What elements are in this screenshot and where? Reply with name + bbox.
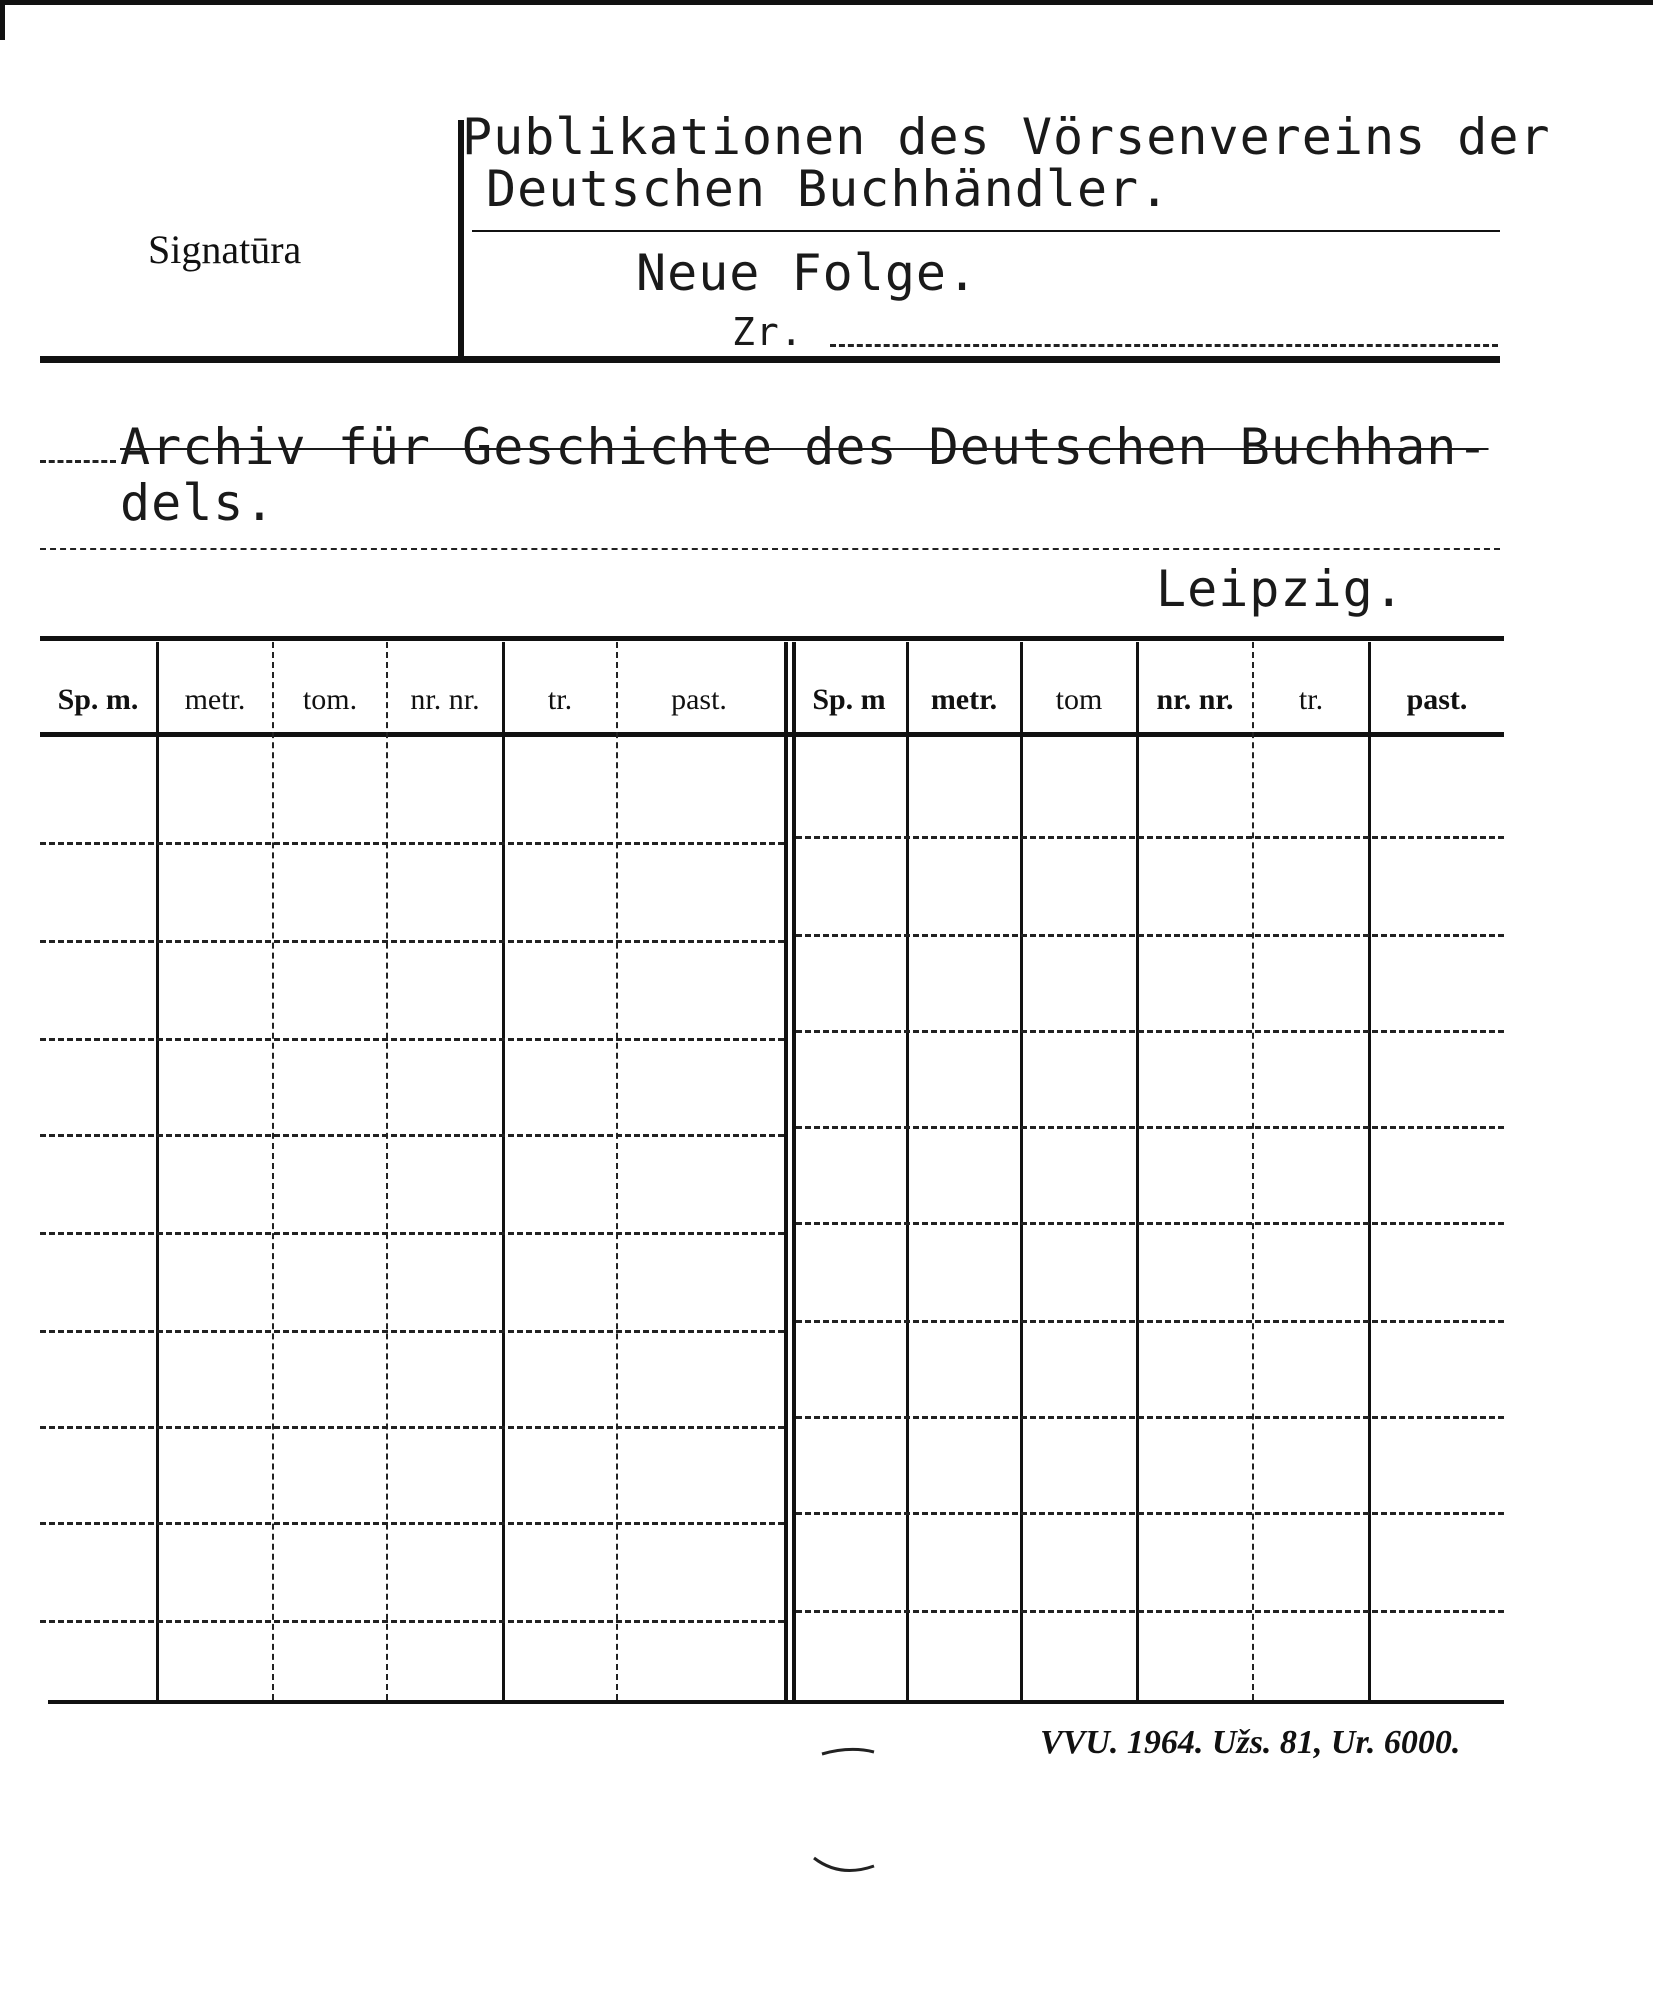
header-bottom-rule	[40, 356, 1500, 363]
row-line-right	[796, 1416, 1504, 1419]
place-of-publication: Leipzig.	[1156, 560, 1405, 618]
header-underline-rule	[40, 732, 1504, 737]
col-header-tr-right: tr.	[1298, 683, 1324, 716]
col-header-sp-m-left: Sp. m.	[57, 683, 139, 716]
card-top-edge	[0, 0, 1653, 5]
col-line	[272, 642, 274, 1700]
row-line-right	[796, 1320, 1504, 1323]
row-line-left	[40, 1330, 784, 1333]
row-line-right	[796, 1126, 1504, 1129]
series-subtitle: Neue Folge.	[636, 244, 979, 302]
col-line	[616, 642, 618, 1700]
signatura-label: Signatūra	[148, 227, 302, 272]
col-line	[1252, 642, 1254, 1700]
col-header-past-left: past.	[671, 683, 727, 716]
row-line-left	[40, 1134, 784, 1137]
row-line-left	[40, 1038, 784, 1041]
col-line	[1020, 642, 1023, 1700]
col-header-nr-right: nr. nr.	[1156, 683, 1234, 716]
number-line	[830, 344, 1498, 347]
series-title-line2: Deutschen Buchhändler.	[486, 160, 1171, 218]
row-line-left	[40, 1620, 784, 1623]
row-line-right	[796, 836, 1504, 839]
publication-title-line1: Archiv für Geschichte des Deutschen Buchhan-	[120, 418, 1489, 476]
printer-imprint: VVU. 1964. Užs. 81, Ur. 6000.	[1040, 1724, 1461, 1761]
number-label: Zr.	[732, 310, 804, 354]
col-line	[1368, 642, 1371, 1700]
col-line	[502, 642, 505, 1700]
row-line-left	[40, 1426, 784, 1429]
center-double-line-b	[792, 642, 796, 1700]
col-header-past-right: past.	[1406, 683, 1468, 716]
row-line-right	[796, 1030, 1504, 1033]
row-line-left	[40, 940, 784, 943]
col-header-metr-right: metr.	[930, 683, 998, 716]
row-line-left	[40, 842, 784, 845]
col-header-sp-m-right: Sp. m	[812, 683, 886, 716]
title-underline	[40, 548, 1500, 550]
row-line-left	[40, 1232, 784, 1235]
row-line-right	[796, 1610, 1504, 1613]
stray-pen-marks	[800, 1740, 900, 1890]
col-header-tr-left: tr.	[547, 683, 573, 716]
col-header-metr-left: metr.	[184, 683, 246, 716]
col-line	[1136, 642, 1139, 1700]
table-bottom-rule	[48, 1700, 1504, 1704]
col-header-nr-left: nr. nr.	[410, 683, 480, 716]
publication-title-line2: dels.	[120, 474, 276, 532]
table-top-rule	[40, 636, 1504, 641]
col-header-tom-left: tom.	[302, 683, 358, 716]
col-line	[156, 642, 159, 1700]
title-leading-dash	[40, 460, 116, 463]
card-left-edge	[0, 0, 5, 40]
col-header-tom-right: tom	[1055, 683, 1103, 716]
center-double-line-a	[784, 642, 788, 1700]
series-underline	[472, 230, 1500, 232]
row-line-right	[796, 1222, 1504, 1225]
col-line	[386, 642, 388, 1700]
series-title-line1: Publikationen des Vörsenvereins der	[462, 108, 1551, 166]
row-line-left	[40, 1522, 784, 1525]
row-line-right	[796, 1512, 1504, 1515]
col-line	[906, 642, 909, 1700]
row-line-right	[796, 934, 1504, 937]
